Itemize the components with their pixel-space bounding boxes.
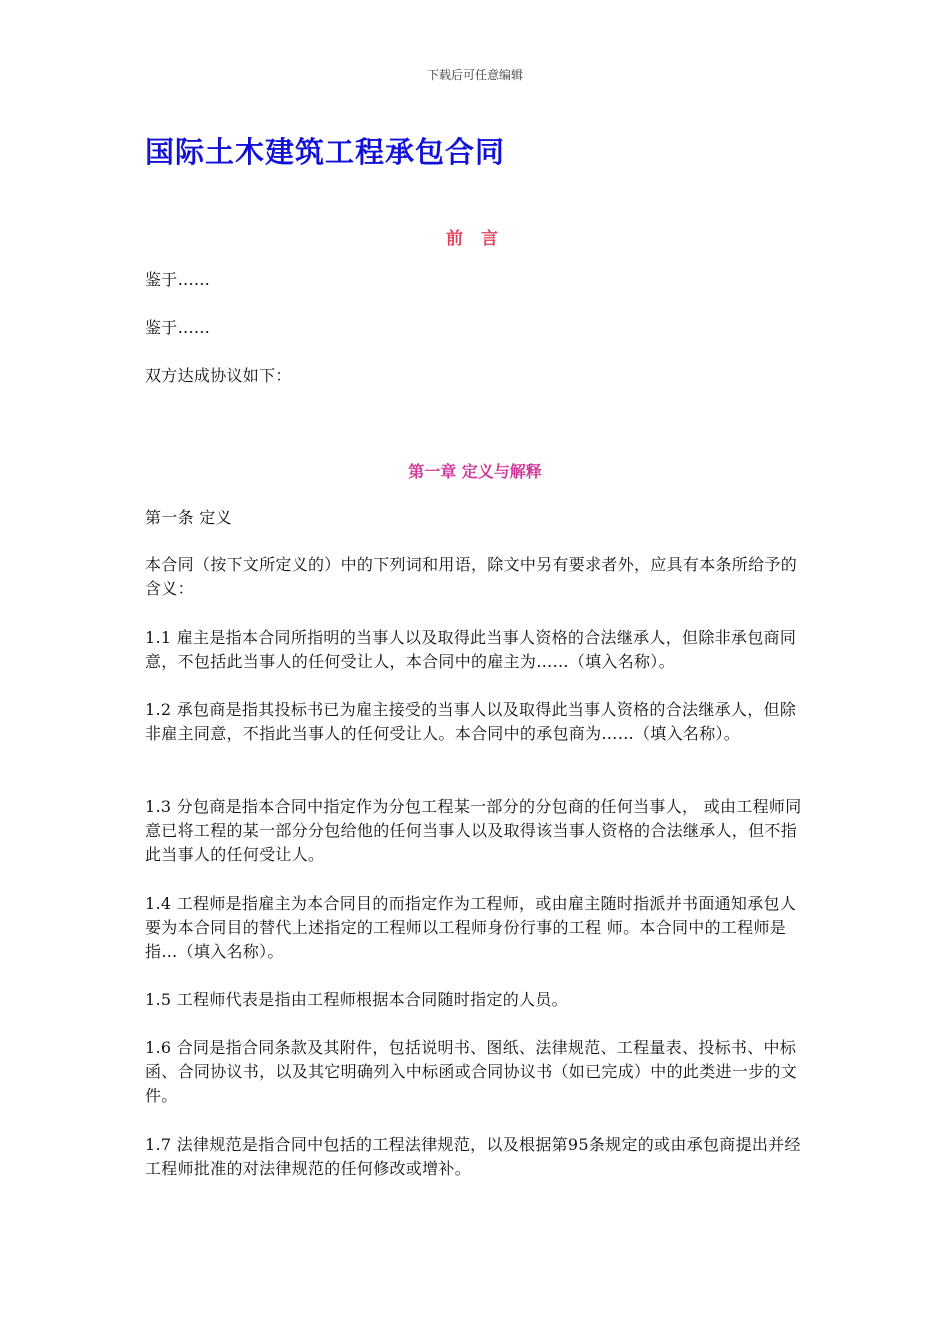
article-1-title: 第一条 定义	[145, 508, 232, 527]
clause-1-6: 1.6 合同是指合同条款及其附件，包括说明书、图纸、法律规范、工程量表、投标书、中标函、合同协议书，以及其它明确列入中标函或合同协议书（如已完成）中的此类进一步的文件。	[145, 1038, 798, 1105]
preface-line-2: 鉴于……	[145, 318, 211, 337]
preface-heading: 前 言	[446, 229, 504, 249]
clause-1-5: 1.5 工程师代表是指由工程师根据本合同随时指定的人员。	[145, 990, 568, 1009]
clause-1-4: 1.4 工程师是指雇主为本合同目的而指定作为工程师，或由雇主随时指派并书面通知承包人要为本合同目的替代上述指定的工程师以工程师身份行事的工程 师。本合同中的工程师是指…（填入名称）。	[145, 894, 797, 961]
chapter-1-heading: 第一章 定义与解释	[408, 462, 542, 481]
clause-1-1: 1.1 雇主是指本合同所指明的当事人以及取得此当事人资格的合法继承人，但除非承包商同意，不包括此当事人的任何受让人，本合同中的雇主为……（填入名称）。	[145, 628, 797, 671]
clause-1-7: 1.7 法律规范是指合同中包括的工程法律规范，以及根据第95条规定的或由承包商提出并经工程师批准的对法律规范的任何修改或增补。	[145, 1135, 801, 1178]
definitions-intro: 本合同（按下文所定义的）中的下列词和用语，除文中另有要求者外，应具有本条所给予的含义：	[145, 555, 798, 598]
document-title: 国际土木建筑工程承包合同	[145, 135, 506, 169]
preface-line-3: 双方达成协议如下：	[145, 366, 292, 385]
preface-line-1: 鉴于……	[145, 270, 211, 289]
clause-1-3: 1.3 分包商是指本合同中指定作为分包工程某一部分的分包商的任何当事人， 或由工程师同意已将工程的某一部分分包给他的任何当事人以及取得该当事人资格的合法继承人，但不指此当事人的任何受让人。	[145, 797, 802, 864]
header-note: 下载后可任意编辑	[426, 68, 523, 82]
clause-1-2: 1.2 承包商是指其投标书已为雇主接受的当事人以及取得此当事人资格的合法继承人，但除非雇主同意，不指此当事人的任何受让人。本合同中的承包商为……（填入名称）。	[145, 700, 797, 743]
